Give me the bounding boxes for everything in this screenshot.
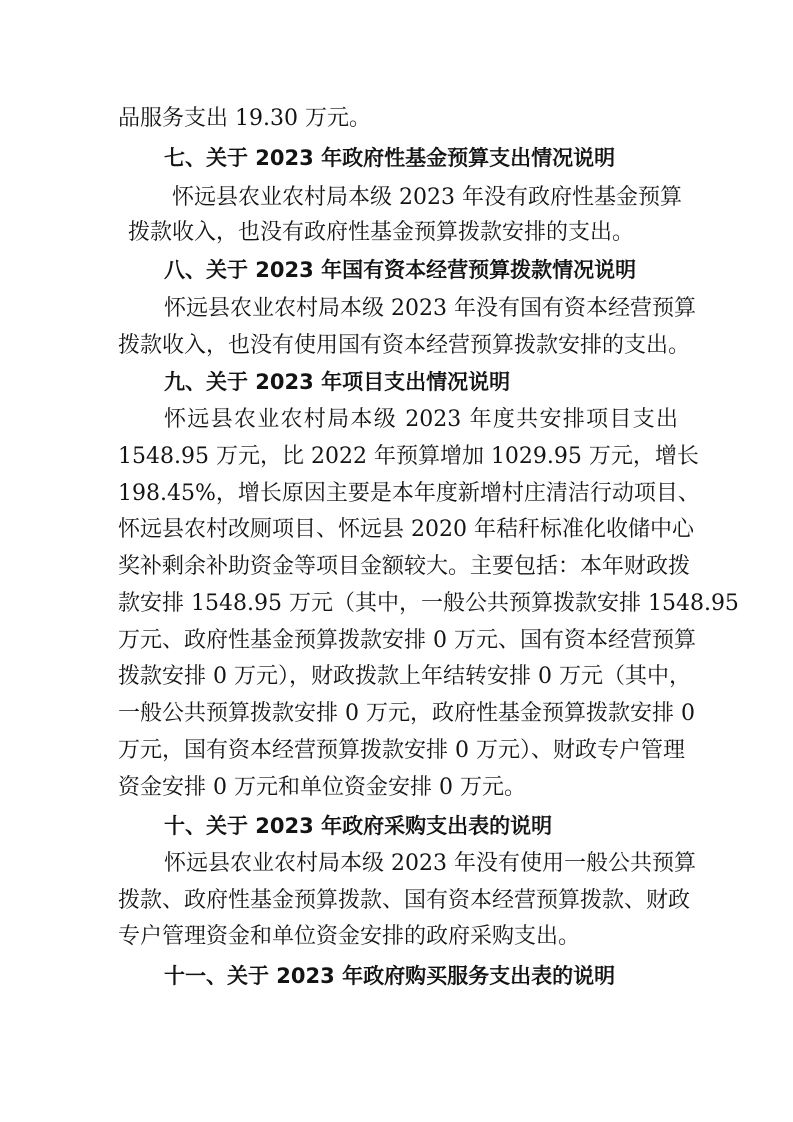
section-heading-9: 九、关于 2023 年项目支出情况说明 xyxy=(164,370,511,394)
body-text-line: 怀远县农业农村局本级 2023 年没有使用一般公共预算 xyxy=(164,851,696,876)
body-text-line: 拨款收入，也没有使用国有资本经营预算拨款安排的支出。 xyxy=(118,333,691,358)
body-text-line: 奖补剩余补助资金等项目金额较大。主要包括：本年财政拨 xyxy=(118,554,691,579)
body-text-line: 怀远县农业农村局本级 2023 年没有政府性基金预算 xyxy=(172,185,682,210)
section-heading-10: 十、关于 2023 年政府采购支出表的说明 xyxy=(164,814,553,838)
body-text-line: 品服务支出 19.30 万元。 xyxy=(118,106,371,131)
body-text-line: 拨款、政府性基金预算拨款、国有资本经营预算拨款、财政 xyxy=(118,888,691,913)
body-text-line: 款安排 1548.95 万元（其中，一般公共预算拨款安排 1548.95 xyxy=(118,591,739,616)
body-text-line: 怀远县农业农村局本级 2023 年度共安排项目支出 xyxy=(164,407,678,432)
body-text-line: 198.45%，增长原因主要是本年度新增村庄清洁行动项目、 xyxy=(118,481,700,506)
body-text-line: 怀远县农村改厕项目、怀远县 2020 年秸秆标准化收储中心 xyxy=(118,517,694,542)
body-text-line: 拨款收入，也没有政府性基金预算拨款安排的支出。 xyxy=(128,220,635,245)
body-text-line: 资金安排 0 万元和单位资金安排 0 万元。 xyxy=(118,775,526,800)
section-heading-8: 八、关于 2023 年国有资本经营预算拨款情况说明 xyxy=(164,258,637,282)
body-text-line: 万元，国有资本经营预算拨款安排 0 万元）、财政专户管理 xyxy=(118,738,685,763)
body-text-line: 一般公共预算拨款安排 0 万元，政府性基金预算拨款安排 0 xyxy=(118,701,695,726)
body-text-line: 专户管理资金和单位资金安排的政府采购支出。 xyxy=(118,924,581,949)
section-heading-11: 十一、关于 2023 年政府购买服务支出表的说明 xyxy=(164,964,616,988)
body-text-line: 拨款安排 0 万元），财政拨款上年结转安排 0 万元（其中， xyxy=(118,664,691,689)
section-heading-7: 七、关于 2023 年政府性基金预算支出情况说明 xyxy=(164,146,616,170)
body-text-line: 万元、政府性基金预算拨款安排 0 万元、国有资本经营预算 xyxy=(118,628,696,653)
body-text-line: 怀远县农业农村局本级 2023 年没有国有资本经营预算 xyxy=(164,296,696,321)
body-text-line: 1548.95 万元，比 2022 年预算增加 1029.95 万元，增长 xyxy=(118,444,699,469)
